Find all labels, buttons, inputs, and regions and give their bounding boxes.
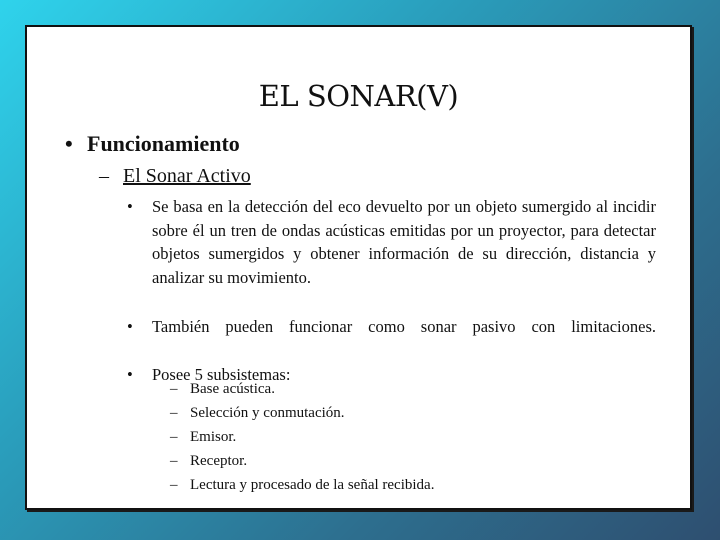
slide [25,25,692,510]
dash-icon: – [170,429,178,445]
dash-icon: – [170,381,178,397]
slide-title: EL SONAR(V) [258,79,459,113]
bullet-text-3: Posee 5 subsistemas: [152,365,291,384]
subheading-text: El Sonar Activo [123,165,251,187]
subsystem-item-4 [170,453,247,470]
subheading-item [99,165,251,188]
dash-icon: – [170,453,178,469]
dash-icon: – [99,165,109,187]
subsystem-text-4: Receptor. [190,453,248,469]
bullet-icon: • [127,317,133,336]
bullet-text-2: También pueden funcionar como sonar pasivo con limitaciones. [152,317,656,336]
heading-item [65,131,240,157]
heading-text: Funcionamiento [87,131,240,156]
subsystem-item-2 [170,405,345,422]
bullet-item-2 [127,315,656,339]
dash-icon: – [170,477,178,493]
subsystem-item-3 [170,429,236,446]
subsystem-text-3: Emisor. [190,429,237,445]
subsystem-text-5: Lectura y procesado de la señal recibida. [190,477,435,493]
bullet-text-1: Se basa en la detección del eco devuelto por un objeto sumergido al incidir sobre él un tren de ondas acústicas emitidas por un proyector, para detectar objetos sumergidos y obtener información de su dirección, distancia y analizar su movimiento. [152,197,656,287]
subsystem-text-2: Selección y conmutación. [190,405,345,421]
bullet-icon: • [65,131,73,156]
subsystem-text-1: Base acústica. [190,381,275,397]
bullet-icon: • [127,197,133,216]
bullet-icon: • [127,365,133,384]
subsystem-item-1 [170,381,275,398]
bullet-item-1 [127,195,656,289]
dash-icon: – [170,405,178,421]
subsystem-item-5 [170,477,434,494]
